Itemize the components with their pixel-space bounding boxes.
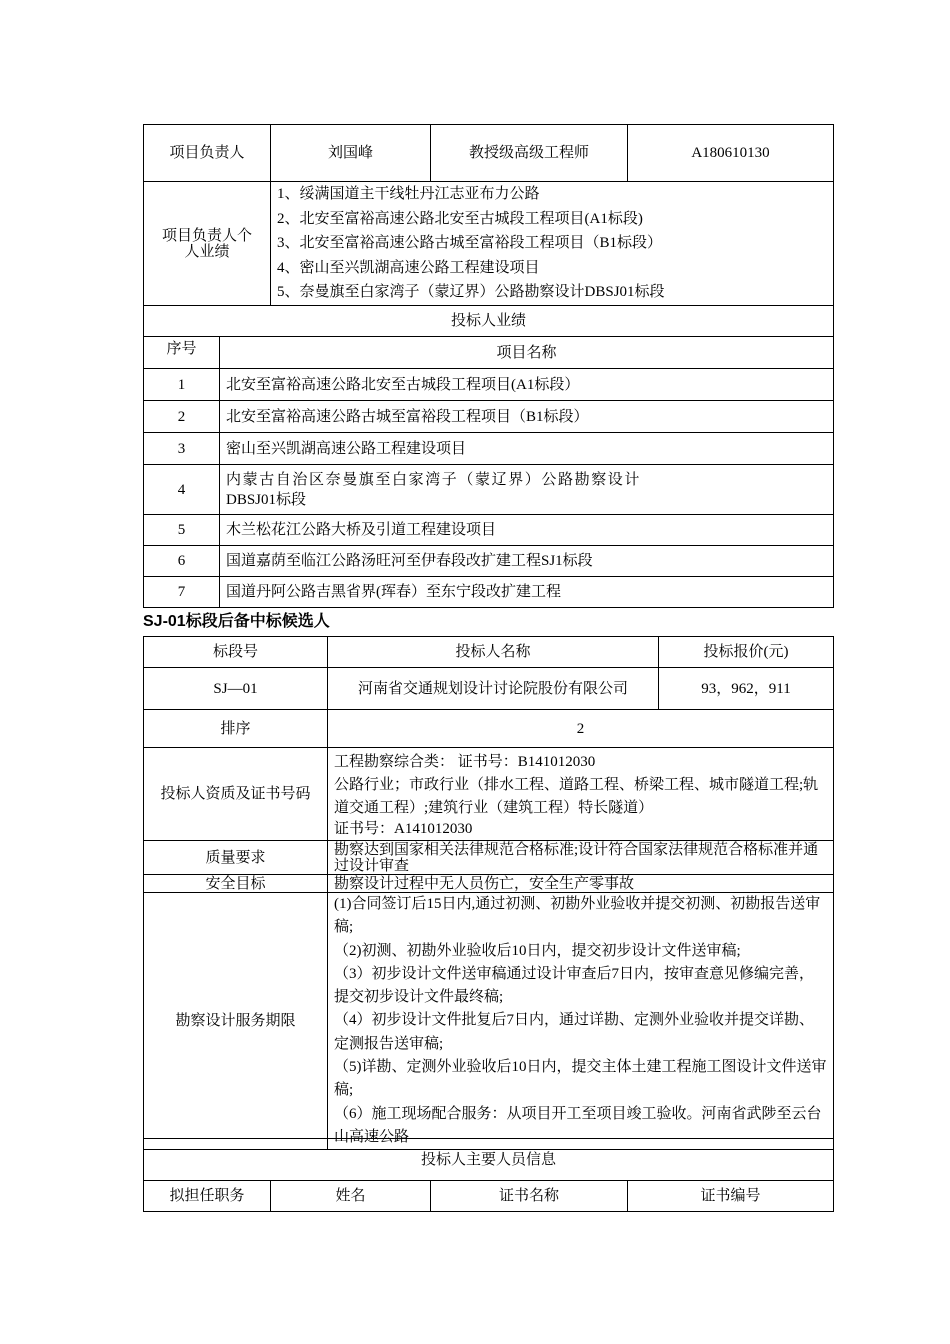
leader-name: 刘国峰	[271, 125, 431, 182]
leader-label: 项目负责人	[144, 125, 271, 182]
row-no: 3	[144, 433, 220, 465]
table-row	[144, 515, 834, 546]
header-cert-name: 证书名称	[431, 1181, 628, 1212]
leader-performance-item: 5、奈曼旗至白家湾子（蒙辽界）公路勘察设计DBSJ01标段	[277, 284, 665, 301]
row-no: 7	[144, 577, 220, 608]
price-value: 93，962，911	[659, 668, 834, 710]
period-value	[328, 893, 834, 1150]
qualification-value	[328, 748, 834, 841]
staff-table	[143, 1138, 834, 1212]
table-row	[144, 401, 834, 433]
period-item: (1)合同签订后15日内,通过初测、初勘外业验收并提交初测、初勘报告送审稿;	[334, 896, 821, 936]
lot-value: SJ—01	[144, 668, 328, 710]
project-leader-table	[143, 124, 834, 608]
bidder-value: 河南省交通规划设计讨论院股份有限公司	[328, 668, 659, 710]
header-bidder: 投标人名称	[328, 637, 659, 668]
header-name: 姓名	[271, 1181, 431, 1212]
row-no: 5	[144, 515, 220, 546]
row-project-name	[220, 465, 834, 515]
header-lot: 标段号	[144, 637, 328, 668]
col-header-project-name: 项目名称	[220, 337, 834, 369]
period-item: （2)初测、初勘外业验收后10日内，提交初步设计文件送审稿;	[334, 942, 741, 959]
header-cert-no: 证书编号	[628, 1181, 834, 1212]
rank-value: 2	[328, 710, 834, 748]
col-header-no: 序号	[144, 337, 220, 369]
leader-performance-item: 2、北安至富裕高速公路北安至古城段工程项目(A1标段)	[277, 210, 643, 227]
row-project-name: 密山至兴凯湖高速公路工程建设项目	[220, 433, 834, 465]
bidder-performance-title: 投标人业绩	[144, 306, 834, 337]
rank-label: 排序	[144, 710, 328, 748]
qualification-line: 证书号：A141012030	[334, 820, 473, 837]
staff-title: 投标人主要人员信息	[144, 1139, 834, 1181]
safety-value: 勘察设计过程中无人员伤亡，安全生产零事故	[328, 875, 834, 893]
header-price: 投标报价(元)	[659, 637, 834, 668]
table-row	[144, 577, 834, 608]
leader-performance-item: 4、密山至兴凯湖高速公路工程建设项目	[277, 259, 540, 276]
header-role: 拟担任职务	[144, 1181, 271, 1212]
table-row	[144, 465, 834, 515]
period-item: （3）初步设计文件送审稿通过设计审查后7日内，按审查意见修编完善，提交初步设计文件最终稿;	[334, 965, 815, 1006]
row-project-name: 国道嘉荫至临江公路汤旺河至伊春段改扩建工程SJ1标段	[220, 546, 834, 577]
quality-value: 勘察达到国家相关法律规范合格标准;设计符合国家法律规范合格标准并通过设计审查	[328, 841, 834, 875]
qualification-line: 公路行业；市政行业（排水工程、道路工程、桥梁工程、城市隧道工程;轨道交通工程）;建筑行业（建筑工程）特长隧道）	[334, 776, 819, 816]
section-heading: SJ-01标段后备中标候选人	[143, 613, 330, 630]
row-no: 4	[144, 465, 220, 515]
row-project-name: 北安至富裕高速公路古城至富裕段工程项目（B1标段）	[220, 401, 834, 433]
candidate-table	[143, 636, 834, 1150]
qualification-label: 投标人资质及证书号码	[144, 748, 328, 841]
row-project-name: 木兰松花江公路大桥及引道工程建设项目	[220, 515, 834, 546]
leader-performance-label: 项目负责人个人业绩	[144, 182, 271, 306]
row-no: 2	[144, 401, 220, 433]
row-project-name: 国道丹阿公路吉黑省界(珲春）至东宁段改扩建工程	[220, 577, 834, 608]
period-label: 勘察设计服务期限	[144, 893, 328, 1150]
row-project-name-line: 内蒙古自治区奈曼旗至白家湾子（蒙辽界）公路勘察设计	[226, 471, 642, 488]
qualification-line: 工程勘察综合类： 证书号：B141012030	[334, 753, 596, 770]
period-item: （4）初步设计文件批复后7日内，通过详勘、定测外业验收并提交详勘、定测报告送审稿;	[334, 1012, 815, 1052]
safety-label: 安全目标	[144, 875, 328, 893]
quality-label: 质量要求	[144, 841, 328, 875]
period-item: （5)详勘、定测外业验收后10日内，提交主体土建工程施工图设计文件送审稿;	[334, 1059, 827, 1099]
table-row	[144, 433, 834, 465]
row-project-name-line: DBSJ01标段	[226, 491, 307, 508]
row-no: 1	[144, 369, 220, 401]
leader-performance-list	[271, 182, 834, 306]
leader-performance-item: 1、绥满国道主干线牡丹江志亚布力公路	[277, 186, 540, 203]
table-row	[144, 546, 834, 577]
leader-title: 教授级高级工程师	[431, 125, 628, 182]
leader-cert-no: A180610130	[628, 125, 834, 182]
table-row	[144, 369, 834, 401]
row-project-name: 北安至富裕高速公路北安至古城段工程项目(A1标段）	[220, 369, 834, 401]
leader-performance-item: 3、北安至富裕高速公路古城至富裕段工程项目（B1标段）	[277, 235, 663, 252]
row-no: 6	[144, 546, 220, 577]
period-item: （6）施工现场配合服务：从项目开工至项目竣工验收。河南省武陟至云台山高速公路	[334, 1105, 822, 1145]
